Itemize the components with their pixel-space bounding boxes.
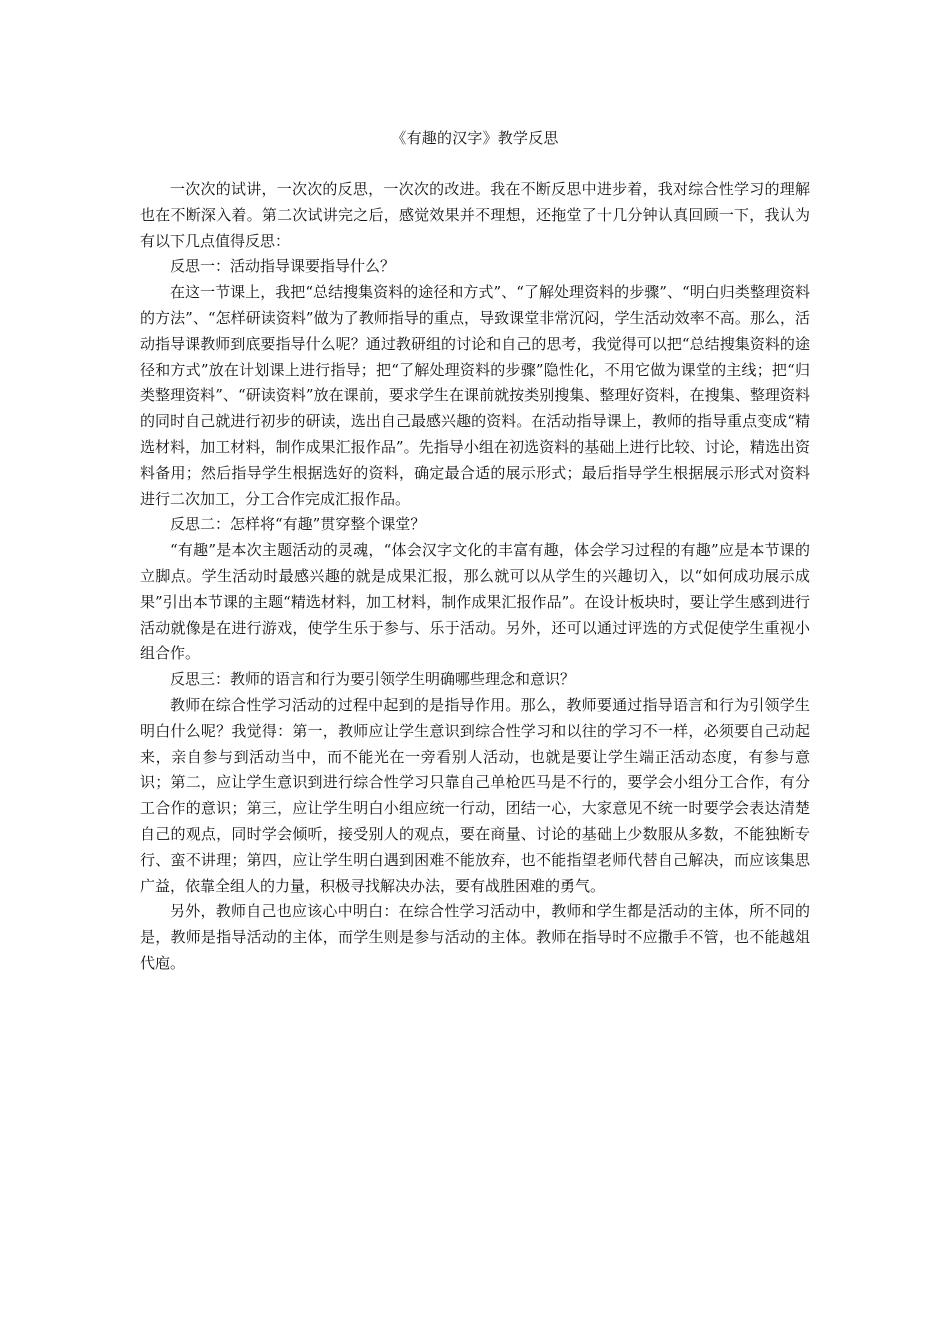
reflection-two-heading: 反思二：怎样将“有趣”贯穿整个课堂？ [170, 515, 426, 534]
closing-paragraph: 另外，教师自己也应该心中明白：在综合性学习活动中，教师和学生都是活动的主体，所不同的是，教师是指导活动的主体，而学生则是参与活动的主体。教师在指导时不应撒手不管，也不能越俎代庖。 [140, 902, 810, 972]
reflection-three-paragraph: 教师在综合性学习活动的过程中起到的是指导作用。那么，教师要通过指导语言和行为引领学生明白什么呢？我觉得：第一，教师应让学生意识到综合性学习和以往的学习不一样，必须要自己动起来，亲自参与到活动当中，而不能光在一旁看别人活动，也就是要让学生端正活动态度，有参与意识；第二，应让学生意识到进行综合性学习只靠自己单枪匹马是不行的，要学会小组分工合作，有分工合作的意识；第三，应让学生明白小组应统一行动，团结一心，大家意见不统一时要学会表达清楚自己的观点，同时学会倾听，接受别人的观点，要在商量、讨论的基础上少数服从多数，不能独断专行、蛮不讲理；第四，应让学生明白遇到困难不能放弃，也不能指望老师代替自己解决，而应该集思广益，依靠全组人的力量，积极寻找解决办法，要有战胜困难的勇气。 [140, 695, 810, 895]
reflection-one-heading: 反思一：活动指导课要指导什么？ [170, 257, 396, 276]
intro-paragraph: 一次次的试讲，一次次的反思，一次次的改进。我在不断反思中进步着，我对综合性学习的理解也在不断深入着。第二次试讲完之后，感觉效果并不理想，还拖堂了十几分钟认真回顾一下，我认为有以下几点值得反思： [140, 180, 810, 250]
reflection-one-paragraph: 在这一节课上，我把“总结搜集资料的途径和方式”、“了解处理资料的步骤”、“明白归类整理资料的方法”、“怎样研读资料”做为了教师指导的重点，导致课堂非常沉闷，学生活动效率不高。那么，活动指导课教师到底要指导什么呢？通过教研组的讨论和自己的思考，我觉得可以把“总结搜集资料的途径和方式”放在计划课上进行指导；把“了解处理资料的步骤”隐性化，不用它做为课堂的主线；把“归类整理资料”、“研读资料”放在课前，要求学生在课前就按类别搜集、整理好资料，在搜集、整理资料的同时自己就进行初步的研读，选出自己最感兴趣的资料。在活动指导课上，教师的指导重点变成“精选材料，加工材料，制作成果汇报作品”。先指导小组在初选资料的基础上进行比较、讨论，精选出资料备用；然后指导学生根据选好的资料，确定最合适的展示形式；最后指导学生根据展示形式对资料进行二次加工，分工合作完成汇报作品。 [140, 283, 810, 508]
document-body [140, 177, 810, 977]
reflection-three-heading: 反思三：教师的语言和行为要引领学生明确哪些理念和意识？ [170, 670, 576, 689]
document-title: 《有趣的汉字》教学反思 [391, 129, 559, 147]
reflection-two-paragraph: “有趣”是本次主题活动的灵魂，“体会汉字文化的丰富有趣，体会学习过程的有趣”应是本节课的立脚点。学生活动时最感兴趣的就是成果汇报，那么就可以从学生的兴趣切入，以“如何成功展示成果”引出本节课的主题“精选材料，加工材料，制作成果汇报作品”。在设计板块时，要让学生感到进行活动就像是在进行游戏，使学生乐于参与、乐于活动。另外，还可以通过评选的方式促使学生重视小组合作。 [140, 541, 810, 663]
